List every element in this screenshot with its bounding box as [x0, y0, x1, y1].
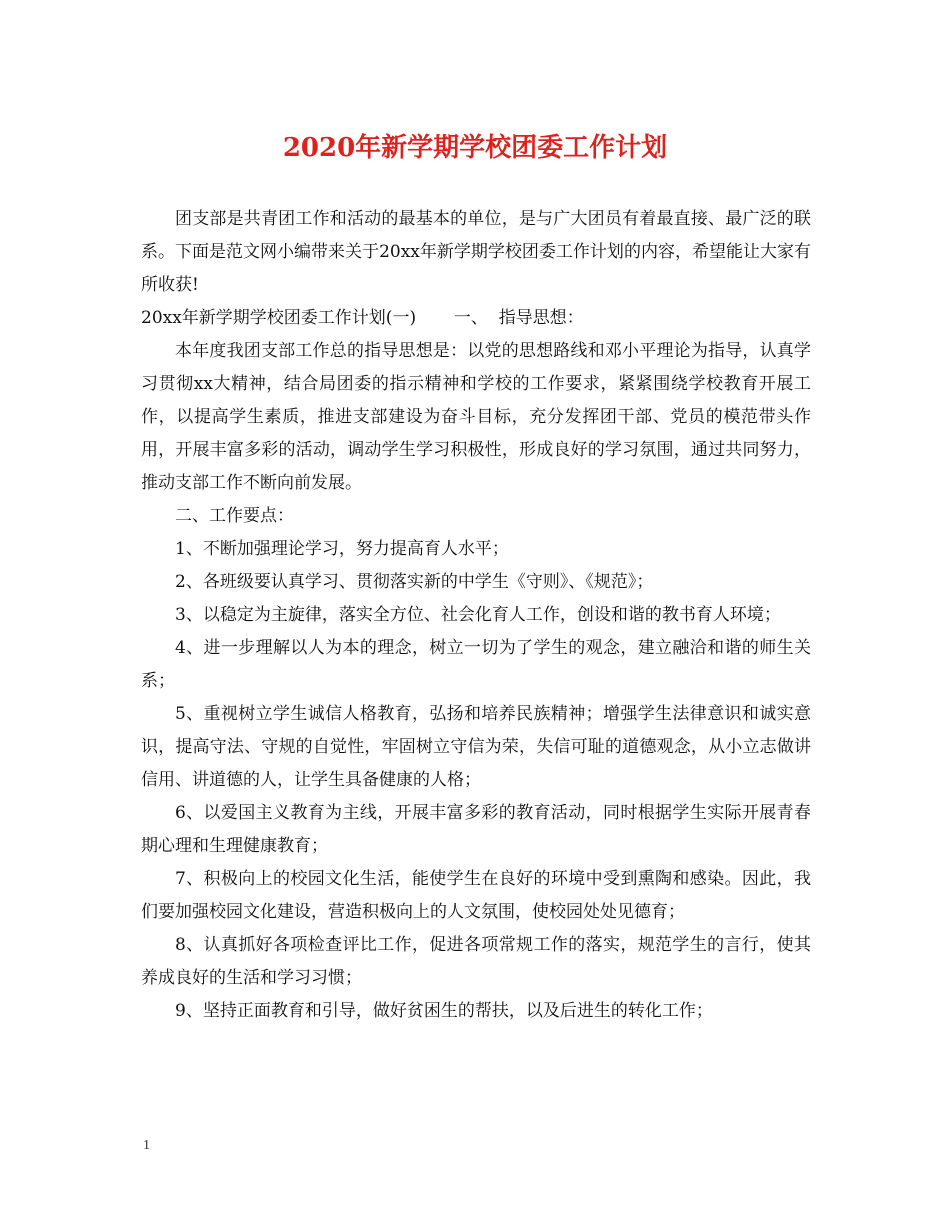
work-point-item: 7、积极向上的校园文化生活，能使学生在良好的环境中受到熏陶和感染。因此，我们要加强校园文化建设，营造积极向上的人文氛围，使校园处处见德育； — [141, 869, 811, 922]
work-point-item: 3、以稳定为主旋律，落实全方位、社会化育人工作，创设和谐的教书育人环境； — [175, 605, 781, 625]
work-point-item: 9、坚持正面教育和引导，做好贫困生的帮扶，以及后进生的转化工作； — [175, 1001, 713, 1021]
intro-paragraph: 团支部是共青团工作和活动的最基本的单位，是与广大团员有着最直接、最广泛的联系。下面是范文网小编带来关于20xx年新学期学校团委工作计划的内容，希望能让大家有所收获! — [141, 209, 811, 295]
guiding-thought-paragraph: 本年度我团支部工作总的指导思想是：以党的思想路线和邓小平理论为指导，认真学习贯彻xx大精神，结合局团委的指示精神和学校的工作要求，紧紧围绕学校教育开展工作，以提高学生素质，推进支部建设为奋斗目标，充分发挥团干部、党员的模范带头作用，开展丰富多彩的活动，调动学生学习积极性，形成良好的学习氛围，通过共同努力，推动支部工作不断向前发展。 — [141, 341, 811, 493]
work-point-item: 6、以爱国主义教育为主线，开展丰富多彩的教育活动，同时根据学生实际开展青春期心理和生理健康教育； — [141, 803, 811, 856]
page-title: 2020年新学期学校团委工作计划 — [282, 133, 668, 163]
page-number: 1 — [143, 1138, 150, 1153]
section-heading: 20xx年新学期学校团委工作计划(一) 一、 指导思想： — [141, 308, 584, 328]
work-point-item: 4、进一步理解以人为本的理念，树立一切为了学生的观念，建立融洽和谐的师生关系； — [141, 638, 811, 691]
work-point-item: 1、不断加强理论学习，努力提高育人水平； — [175, 539, 509, 559]
work-points-heading: 二、工作要点： — [175, 506, 294, 526]
document-body — [141, 203, 811, 1028]
work-point-item: 5、重视树立学生诚信人格教育，弘扬和培养民族精神；增强学生法律意识和诚实意识，提高守法、守规的自觉性，牢固树立守信为荣，失信可耻的道德观念，从小立志做讲信用、讲道德的人，让学生具备健康的人格； — [141, 704, 811, 790]
work-point-item: 2、各班级要认真学习、贯彻落实新的中学生《守则》、《规范》； — [175, 572, 654, 592]
work-point-item: 8、认真抓好各项检查评比工作，促进各项常规工作的落实，规范学生的言行，使其养成良好的生活和学习习惯； — [141, 935, 811, 988]
